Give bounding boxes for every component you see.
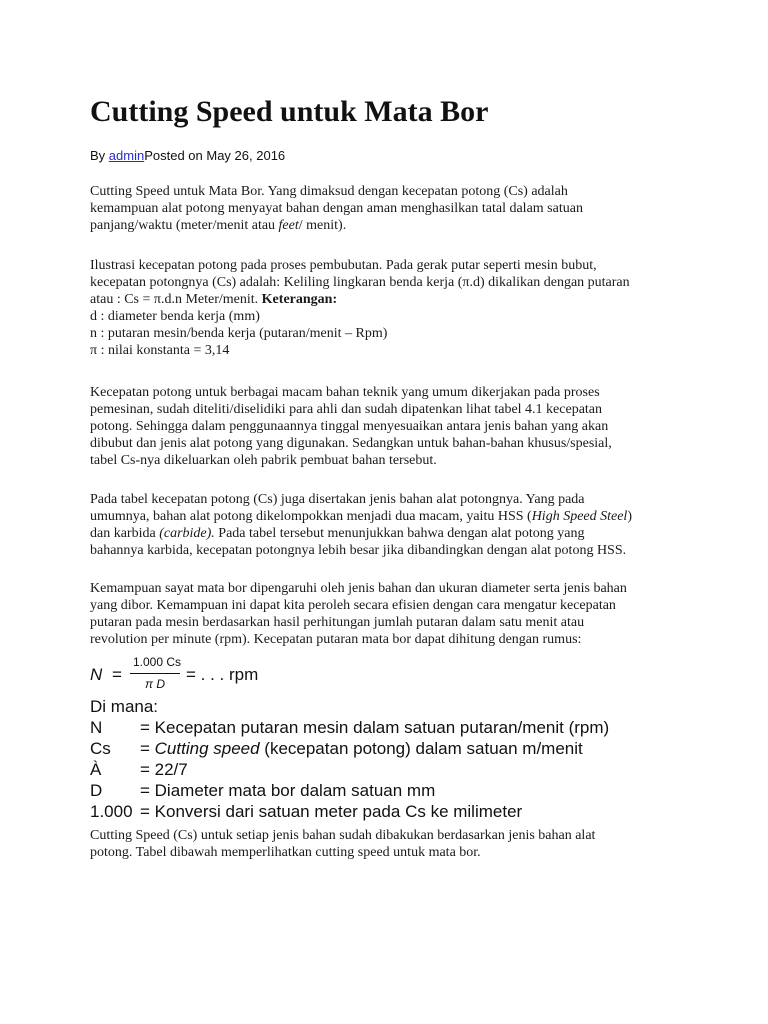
text-line: kecepatan potongnya (Cs) adalah: Keliling lingkaran benda kerja (π.d) dikalikan dengan putaran [90,275,630,290]
text-line: potong. Tabel dibawah memperlihatkan cutting speed untuk mata bor. [90,845,481,860]
formula-dimana: Di mana: [90,697,159,716]
text-line: panjang/waktu (meter/menit atau feet/ menit). [90,218,347,233]
text-line: Pada tabel kecepatan potong (Cs) juga disertakan jenis bahan alat potongnya. Yang pada [90,492,585,507]
text-line: Cutting Speed (Cs) untuk setiap jenis bahan sudah dibakukan berdasarkan jenis bahan alat [90,828,596,843]
text-line: bahannya karbida, kecepatan potongnya lebih besar jika dibandingkan dengan alat potong HSS. [90,543,627,558]
text-line: d : diameter benda kerja (mm) [90,309,260,324]
text-line: Kemampuan sayat mata bor dipengaruhi oleh jenis bahan dan ukuran diameter serta jenis bahan [90,581,627,596]
text-line: yang dibor. Kemampuan ini dapat kita peroleh secara efisien dengan cara mengatur kecepatan [90,598,616,613]
text-line: Cutting Speed untuk Mata Bor. Yang dimaksud dengan kecepatan potong (Cs) adalah [90,184,568,199]
paragraph-ilustrasi [90,257,690,359]
paragraph-kemampuan [90,580,690,648]
text-line: dan karbida (carbide). Pada tabel tersebut menunjukkan bahwa dengan alat potong yang [90,526,585,541]
formula-lhs: N [90,665,103,684]
formula-equals: = [112,665,122,684]
byline [90,148,285,163]
paragraph-tabel [90,491,690,559]
text-line: umumnya, bahan alat potong dikelompokkan menjadi dua macam, yaitu HSS (High Speed Steel) [90,509,632,524]
paragraph-kecepatan [90,384,690,469]
text-line: dibubut dan jenis alat potong yang digunakan. Sedangkan untuk bahan-bahan khusus/spesial, [90,436,612,451]
rpm-formula [90,652,609,696]
formula-row: Cs = Cutting speed (kecepatan potong) dalam satuan m/menit [90,739,583,758]
text-line: potong. Sehingga dalam penggunaannya tinggal menyesuaikan antara jenis bahan yang akan [90,419,609,434]
byline-by: By [90,148,109,163]
text-line: revolution per minute (rpm). Kecepatan putaran mata bor dapat dihitung dengan rumus: [90,632,582,647]
article-title: Cutting Speed untuk Mata Bor [90,95,489,128]
paragraph-cutting-speed [90,827,690,861]
formula-numerator: 1.000 Cs [133,655,182,669]
text-line: Kecepatan potong untuk berbagai macam bahan teknik yang umum dikerjakan pada proses [90,385,600,400]
formula-row: À = 22/7 [90,760,188,779]
formula-figure [90,652,609,822]
author-link[interactable]: admin [108,148,145,163]
text-line: π : nilai konstanta = 3,14 [90,343,230,358]
text-line: putaran pada mesin berdasarkan hasil perhitungan jumlah putaran dalam satu menit atau [90,615,585,630]
byline-posted: Posted on May 26, 2016 [144,148,286,163]
fraction-bar [130,673,180,674]
formula-result: = . . . rpm [186,665,259,684]
text-line: atau : Cs = π.d.n Meter/menit. Keterangan: [90,292,338,307]
formula-row: N = Kecepatan putaran mesin dalam satuan putaran/menit (rpm) [90,718,610,737]
text-line: pemesinan, sudah diteliti/diselidiki para ahli dan sudah dipatenkan lihat tabel 4.1 kecepatan [90,402,603,417]
text-line: tabel Cs-nya dikeluarkan oleh pabrik pembuat bahan tersebut. [90,453,437,468]
text-line: kemampuan alat potong menyayat bahan dengan aman menghasilkan tatal dalam satuan [90,201,583,216]
formula-denominator: π D [145,677,166,691]
text-line: Ilustrasi kecepatan potong pada proses pembubutan. Pada gerak putar seperti mesin bubut, [90,258,597,273]
formula-row: D = Diameter mata bor dalam satuan mm [90,781,436,800]
text-line: n : putaran mesin/benda kerja (putaran/menit – Rpm) [90,326,388,341]
formula-row: 1.000 = Konversi dari satuan meter pada Cs ke milimeter [90,802,523,821]
paragraph-intro [90,183,690,234]
